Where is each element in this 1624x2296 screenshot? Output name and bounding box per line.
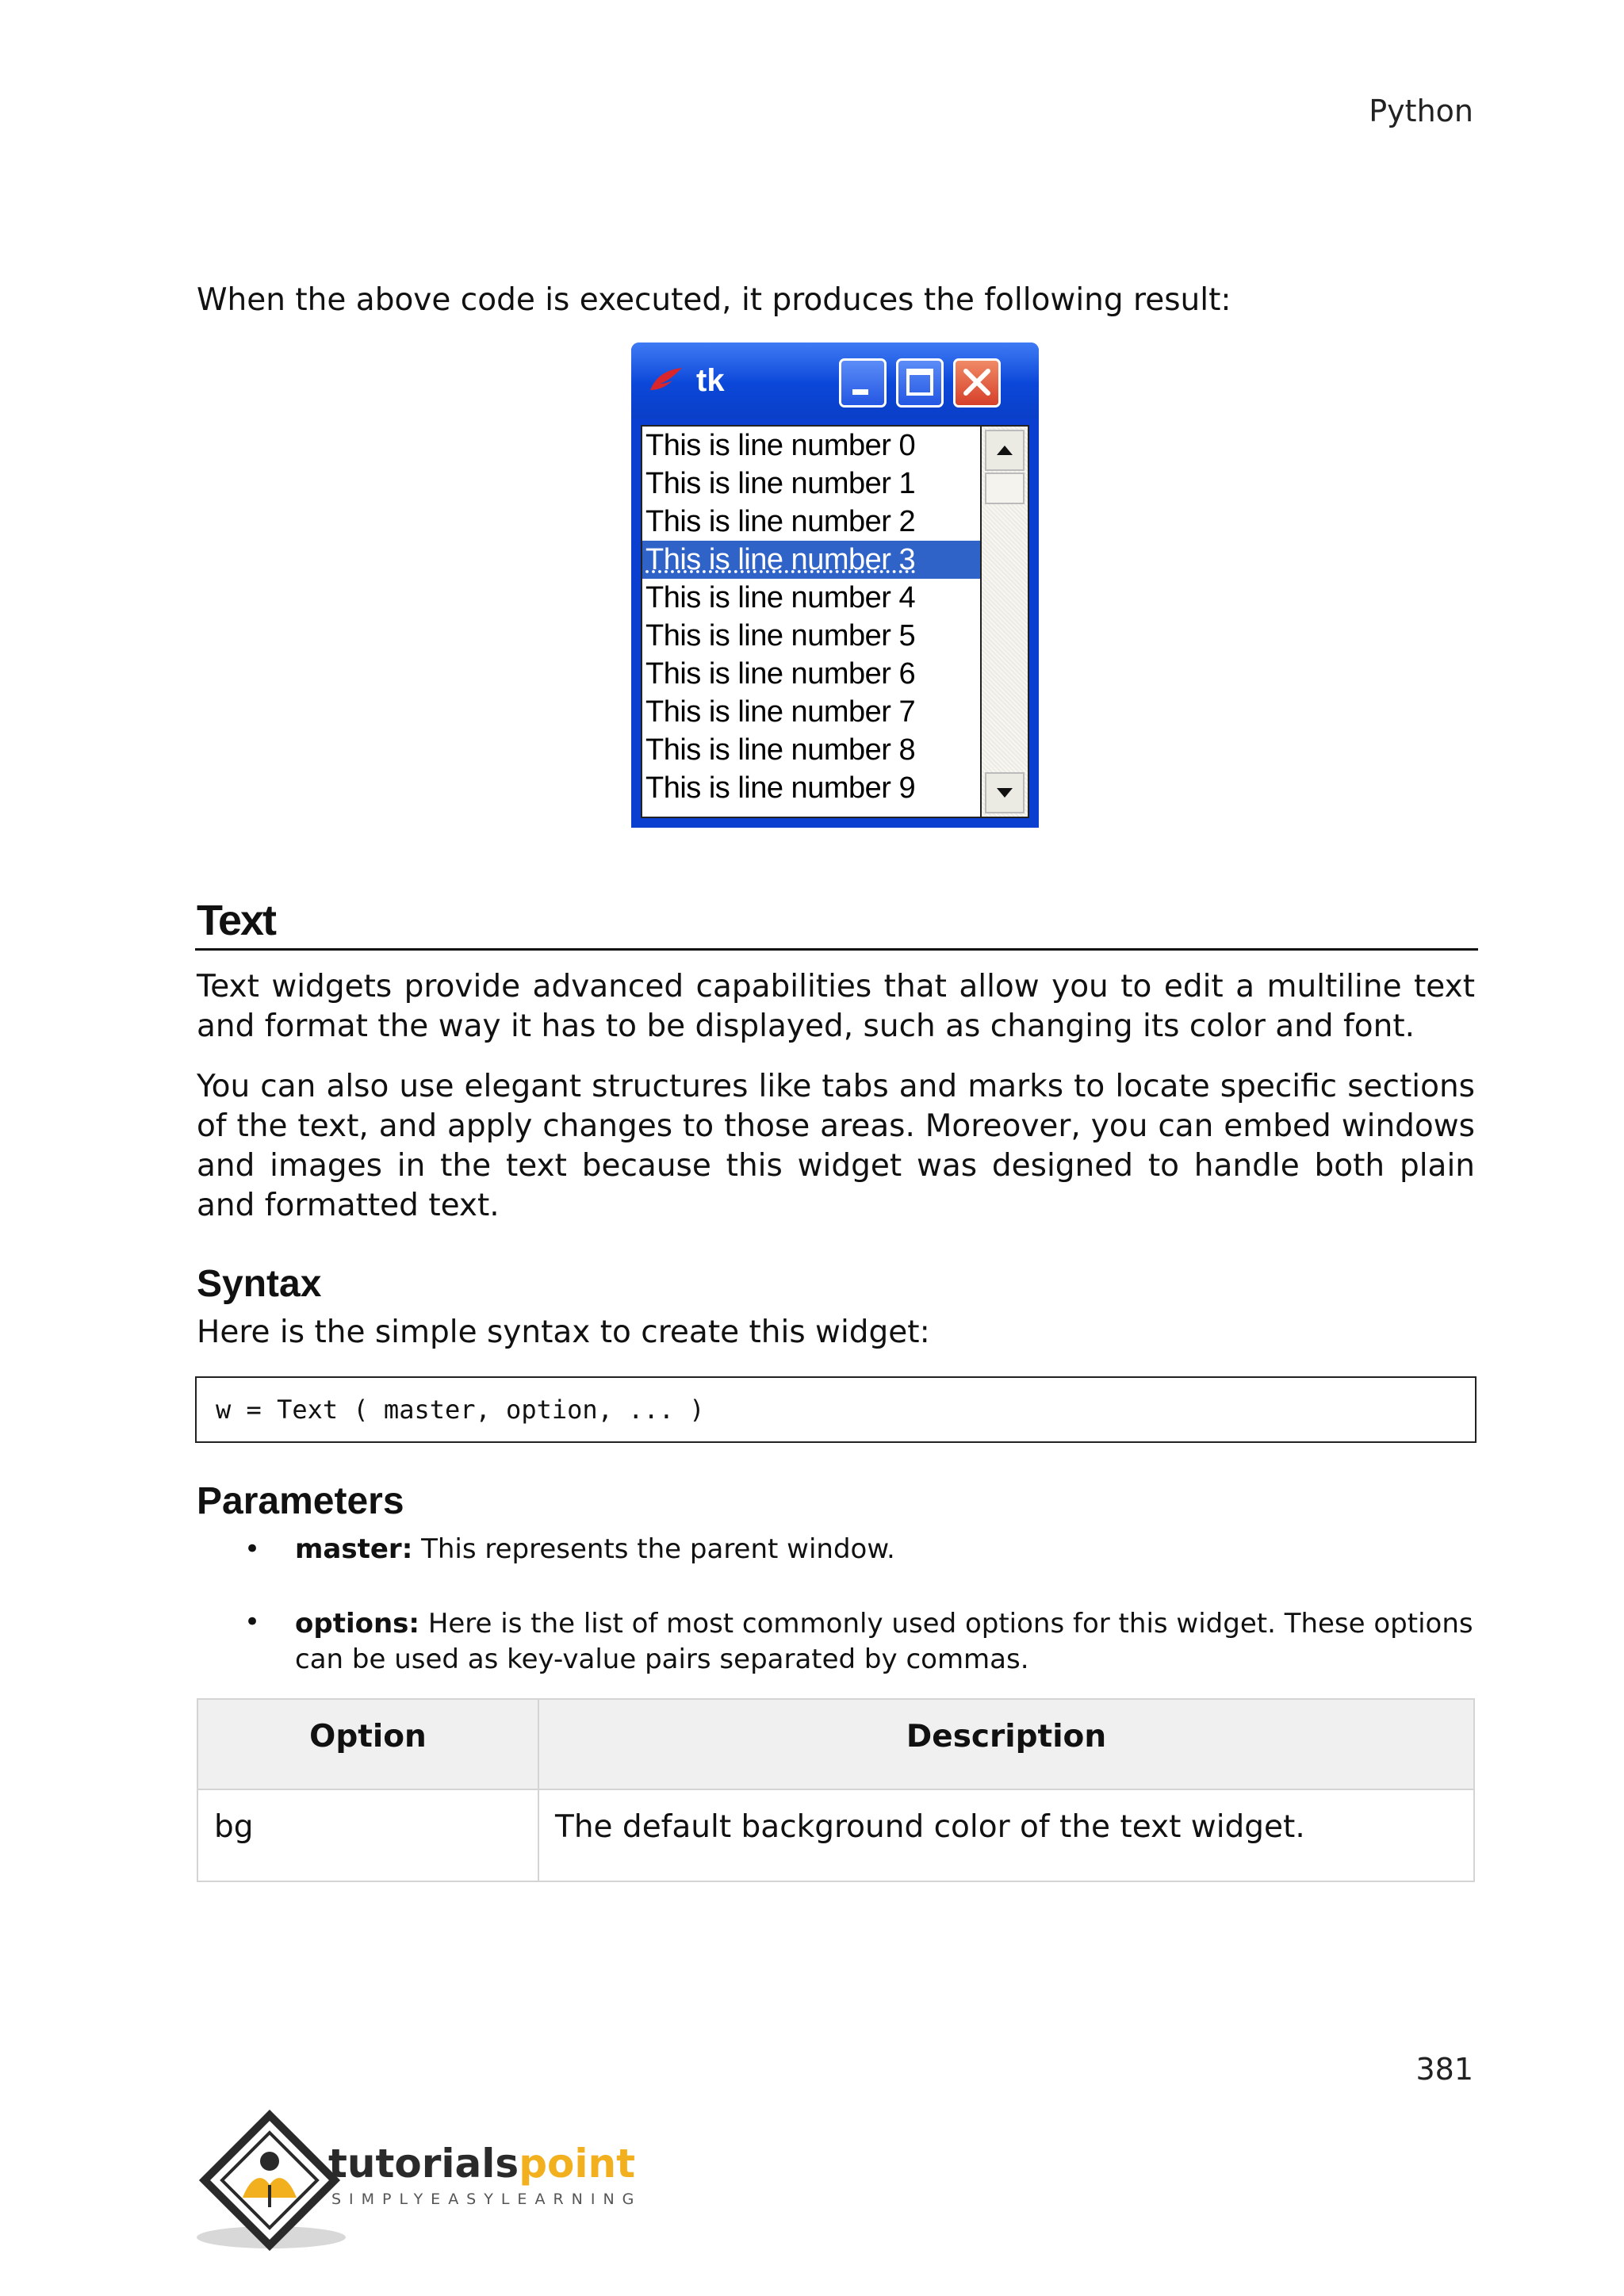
bullet-icon: • — [244, 1533, 261, 1565]
scroll-down-button[interactable] — [985, 772, 1025, 813]
intro-text: When the above code is executed, it produces the following result: — [197, 282, 1231, 318]
param-term: master: — [295, 1533, 413, 1565]
options-table — [197, 1698, 1475, 1882]
section-rule — [195, 948, 1478, 951]
param-desc: Here is the list of most commonly used options for this widget. These options can be used as key-value pairs separated by commas. — [295, 1608, 1473, 1675]
tutorialspoint-logo — [193, 2109, 685, 2252]
listbox-item[interactable]: This is line number 6 — [645, 657, 916, 691]
svg-text:tutorialspoint: tutorialspoint — [328, 2141, 635, 2187]
param-term: options: — [295, 1608, 420, 1640]
listbox[interactable] — [641, 425, 982, 818]
running-header: Python — [1369, 94, 1473, 128]
listbox-item[interactable]: This is line number 9 — [645, 771, 916, 805]
minimize-icon — [841, 361, 884, 405]
section-heading-text: Text — [197, 897, 276, 944]
arrow-down-icon — [986, 774, 1023, 812]
listbox-item[interactable]: This is line number 0 — [645, 429, 916, 462]
tk-title-bar — [631, 342, 1039, 419]
syntax-heading: Syntax — [197, 1263, 322, 1305]
paragraph-1: Text widgets provide advanced capabilities that allow you to edit a multiline text and format the way it has to be displayed, such as changing its color and font. — [197, 969, 1475, 1044]
cell-description: The default background color of the text widget. — [538, 1789, 1474, 1881]
listbox-item[interactable]: This is line number 1 — [645, 467, 916, 500]
listbox-item[interactable]: This is line number 5 — [645, 619, 916, 652]
bullet-icon: • — [244, 1606, 261, 1638]
listbox-item[interactable]: This is line number 2 — [645, 505, 916, 538]
listbox-item[interactable]: This is line number 7 — [645, 695, 916, 729]
vertical-scrollbar[interactable] — [982, 425, 1029, 818]
param-desc: This represents the parent window. — [412, 1533, 895, 1565]
svg-text:SIMPLYEASYLEARNING: SIMPLYEASYLEARNING — [331, 2191, 642, 2208]
maximize-button[interactable] — [896, 358, 944, 408]
cell-option: bg — [197, 1789, 538, 1881]
minimize-button[interactable] — [839, 358, 887, 408]
listbox-item[interactable]: This is line number 8 — [645, 733, 916, 767]
header-option: Option — [197, 1699, 538, 1789]
scroll-thumb[interactable] — [985, 473, 1025, 504]
parameters-heading: Parameters — [197, 1480, 404, 1522]
tk-window-screenshot — [631, 342, 1039, 828]
code-block: w = Text ( master, option, ... ) — [195, 1376, 1477, 1443]
listbox-item[interactable]: This is line number 4 — [645, 581, 916, 614]
tk-feather-icon — [649, 366, 684, 393]
maximize-icon — [898, 361, 941, 405]
tk-window-title: tk — [696, 363, 725, 398]
scroll-up-button[interactable] — [985, 430, 1025, 471]
listbox-item[interactable]: This is line number 3 — [642, 541, 980, 579]
page-number: 381 — [1415, 2052, 1473, 2087]
param-item-options — [295, 1606, 1477, 1678]
table-row — [197, 1789, 1474, 1881]
paragraph-2: You can also use elegant structures like tabs and marks to locate specific sections of the text, and apply changes to those areas. Moreover, you can embed windows and images in the text because this widget was designed to handle both plain and formatted text. — [197, 1069, 1475, 1223]
syntax-intro: Here is the simple syntax to create this widget: — [197, 1314, 930, 1350]
header-description: Description — [538, 1699, 1474, 1789]
close-button[interactable] — [953, 358, 1001, 408]
param-item-master — [295, 1533, 895, 1565]
arrow-up-icon — [986, 431, 1023, 469]
table-header-row — [197, 1699, 1474, 1789]
close-icon — [956, 361, 998, 405]
